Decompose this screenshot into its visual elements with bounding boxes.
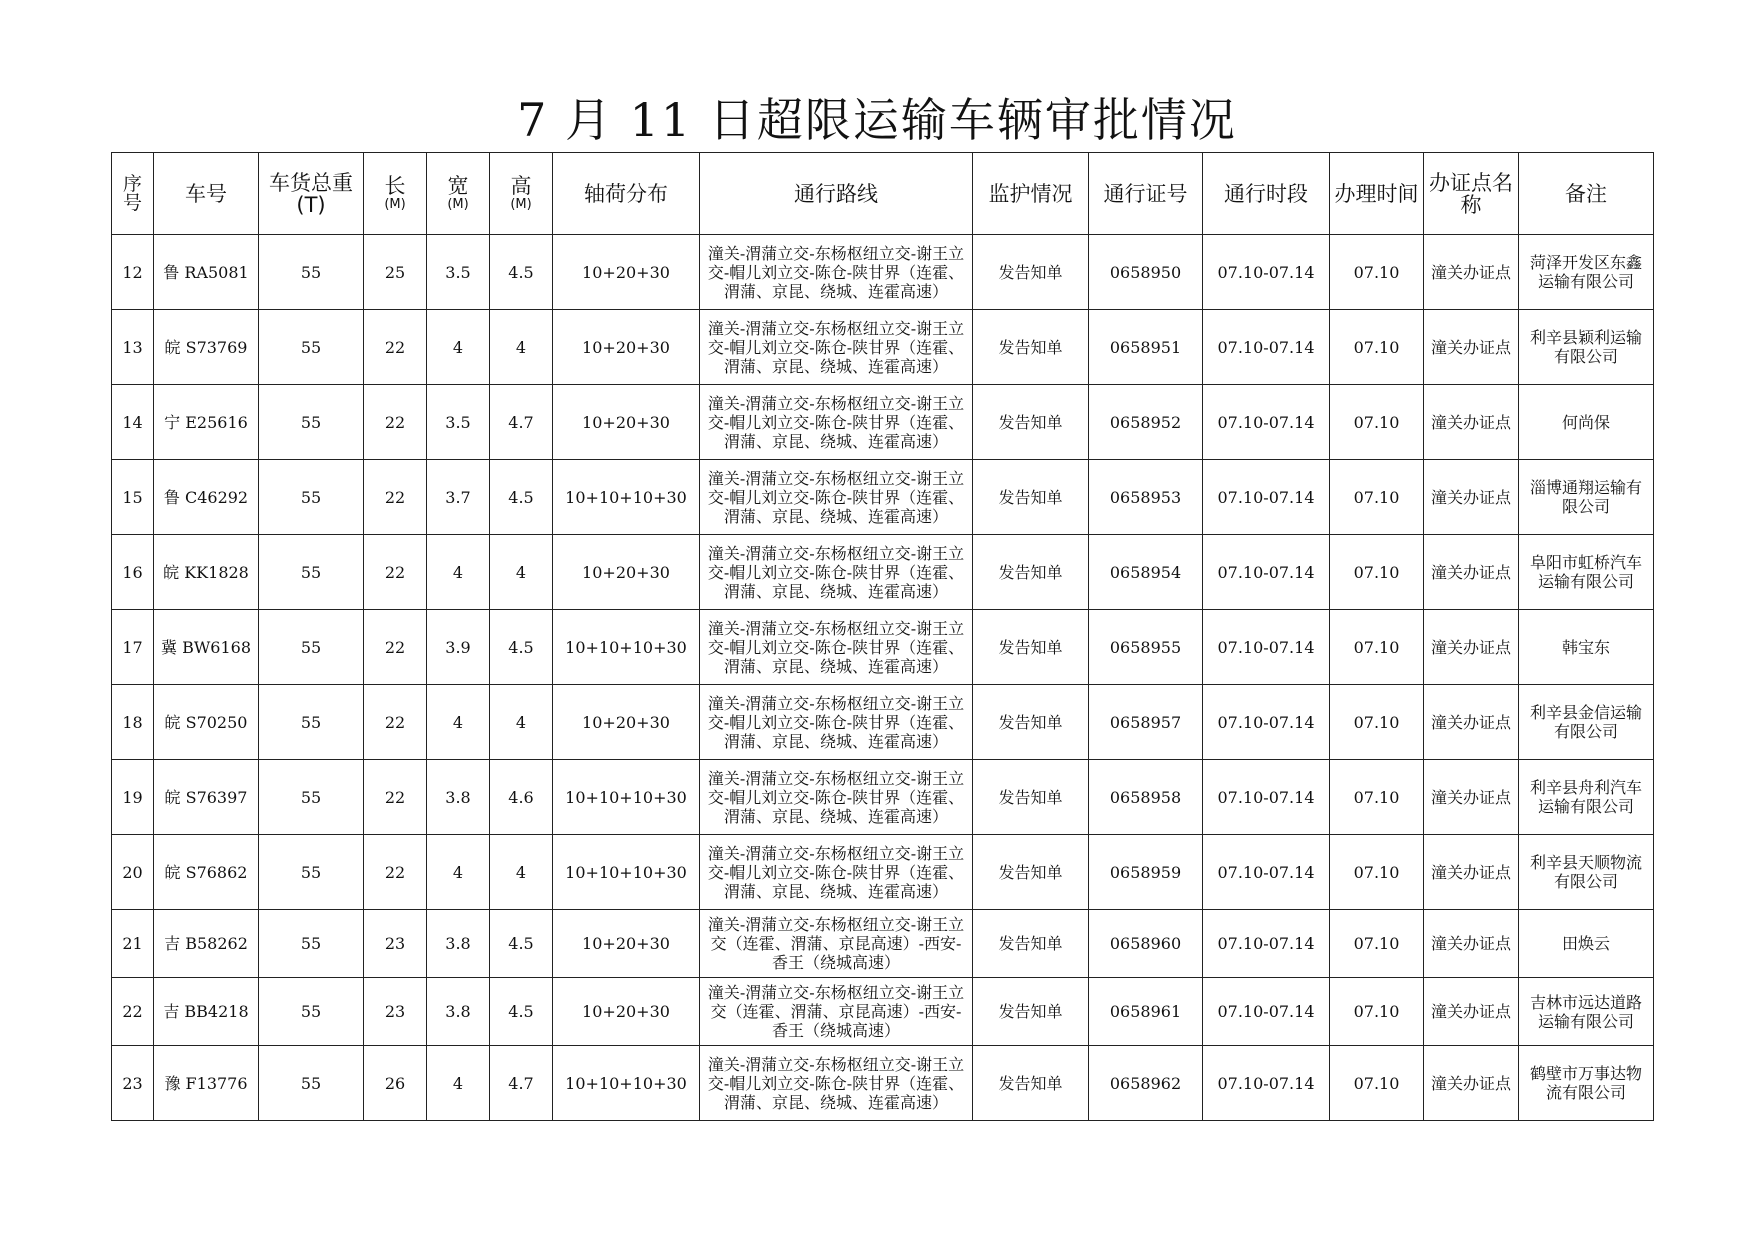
cell-height: 4.5 xyxy=(490,978,553,1046)
header-axle: 轴荷分布 xyxy=(553,153,700,235)
cell-axle: 10+20+30 xyxy=(553,385,700,460)
cell-period: 07.10-07.14 xyxy=(1203,310,1330,385)
cell-plate: 豫 F13776 xyxy=(154,1046,259,1121)
cell-period: 07.10-07.14 xyxy=(1203,1046,1330,1121)
cell-escort: 发告知单 xyxy=(973,910,1089,978)
cell-seq: 20 xyxy=(112,835,154,910)
cell-length: 22 xyxy=(364,460,427,535)
cell-route: 潼关-渭蒲立交-东杨枢纽立交-谢王立交-帽儿刘立交-陈仓-陕甘界（连霍、渭蒲、京昆、绕城、连霍高速） xyxy=(700,310,973,385)
cell-permit: 0658959 xyxy=(1089,835,1203,910)
cell-plate: 吉 B58262 xyxy=(154,910,259,978)
table-row xyxy=(112,535,1654,610)
cell-route: 潼关-渭蒲立交-东杨枢纽立交-谢王立交-帽儿刘立交-陈仓-陕甘界（连霍、渭蒲、京昆、绕城、连霍高速） xyxy=(700,610,973,685)
cell-plate: 皖 S76862 xyxy=(154,835,259,910)
cell-seq: 16 xyxy=(112,535,154,610)
header-width-label: 宽 xyxy=(447,174,469,198)
cell-plate: 皖 S70250 xyxy=(154,685,259,760)
cell-route: 潼关-渭蒲立交-东杨枢纽立交-谢王立交-帽儿刘立交-陈仓-陕甘界（连霍、渭蒲、京昆、绕城、连霍高速） xyxy=(700,685,973,760)
cell-office: 潼关办证点 xyxy=(1424,385,1519,460)
cell-route: 潼关-渭蒲立交-东杨枢纽立交-谢王立交-帽儿刘立交-陈仓-陕甘界（连霍、渭蒲、京昆、绕城、连霍高速） xyxy=(700,385,973,460)
cell-axle: 10+10+10+30 xyxy=(553,760,700,835)
cell-seq: 12 xyxy=(112,235,154,310)
cell-note: 菏泽开发区东鑫运输有限公司 xyxy=(1519,235,1654,310)
cell-permit: 0658957 xyxy=(1089,685,1203,760)
cell-permit: 0658962 xyxy=(1089,1046,1203,1121)
cell-axle: 10+20+30 xyxy=(553,535,700,610)
cell-route: 潼关-渭蒲立交-东杨枢纽立交-谢王立交-帽儿刘立交-陈仓-陕甘界（连霍、渭蒲、京昆、绕城、连霍高速） xyxy=(700,835,973,910)
cell-length: 22 xyxy=(364,385,427,460)
cell-permit: 0658952 xyxy=(1089,385,1203,460)
cell-axle: 10+20+30 xyxy=(553,978,700,1046)
cell-handled: 07.10 xyxy=(1330,535,1424,610)
cell-height: 4.5 xyxy=(490,610,553,685)
cell-handled: 07.10 xyxy=(1330,1046,1424,1121)
table-row xyxy=(112,978,1654,1046)
cell-width: 3.8 xyxy=(427,910,490,978)
cell-axle: 10+10+10+30 xyxy=(553,460,700,535)
cell-escort: 发告知单 xyxy=(973,978,1089,1046)
header-height-unit: (M) xyxy=(510,197,532,212)
cell-weight: 55 xyxy=(259,385,364,460)
table-row xyxy=(112,685,1654,760)
cell-escort: 发告知单 xyxy=(973,760,1089,835)
table-row xyxy=(112,835,1654,910)
cell-seq: 15 xyxy=(112,460,154,535)
cell-weight: 55 xyxy=(259,235,364,310)
cell-plate: 皖 S76397 xyxy=(154,760,259,835)
cell-seq: 23 xyxy=(112,1046,154,1121)
cell-note: 利辛县颖利运输有限公司 xyxy=(1519,310,1654,385)
cell-weight: 55 xyxy=(259,685,364,760)
header-handled: 办理时间 xyxy=(1330,153,1424,235)
cell-height: 4.7 xyxy=(490,385,553,460)
cell-seq: 14 xyxy=(112,385,154,460)
table-row xyxy=(112,1046,1654,1121)
cell-note: 田焕云 xyxy=(1519,910,1654,978)
cell-axle: 10+10+10+30 xyxy=(553,610,700,685)
cell-period: 07.10-07.14 xyxy=(1203,978,1330,1046)
cell-seq: 18 xyxy=(112,685,154,760)
header-length-label: 长 xyxy=(384,174,406,198)
cell-height: 4.5 xyxy=(490,910,553,978)
cell-axle: 10+10+10+30 xyxy=(553,835,700,910)
table-row xyxy=(112,460,1654,535)
cell-height: 4 xyxy=(490,835,553,910)
table-row xyxy=(112,310,1654,385)
cell-seq: 13 xyxy=(112,310,154,385)
cell-width: 3.5 xyxy=(427,235,490,310)
cell-permit: 0658960 xyxy=(1089,910,1203,978)
cell-weight: 55 xyxy=(259,610,364,685)
cell-plate: 吉 BB4218 xyxy=(154,978,259,1046)
header-length xyxy=(364,153,427,235)
cell-height: 4.5 xyxy=(490,460,553,535)
cell-permit: 0658955 xyxy=(1089,610,1203,685)
cell-length: 22 xyxy=(364,610,427,685)
cell-handled: 07.10 xyxy=(1330,610,1424,685)
cell-axle: 10+10+10+30 xyxy=(553,1046,700,1121)
cell-period: 07.10-07.14 xyxy=(1203,235,1330,310)
cell-width: 4 xyxy=(427,835,490,910)
table-row xyxy=(112,760,1654,835)
header-length-unit: (M) xyxy=(384,197,406,212)
cell-length: 23 xyxy=(364,910,427,978)
cell-office: 潼关办证点 xyxy=(1424,835,1519,910)
cell-axle: 10+20+30 xyxy=(553,310,700,385)
cell-width: 4 xyxy=(427,535,490,610)
table-row xyxy=(112,385,1654,460)
cell-seq: 17 xyxy=(112,610,154,685)
cell-weight: 55 xyxy=(259,1046,364,1121)
cell-note: 何尚保 xyxy=(1519,385,1654,460)
cell-route: 潼关-渭蒲立交-东杨枢纽立交-谢王立交（连霍、渭蒲、京昆高速）-西安-香王（绕城高速） xyxy=(700,978,973,1046)
header-escort: 监护情况 xyxy=(973,153,1089,235)
cell-seq: 19 xyxy=(112,760,154,835)
cell-note: 淄博通翔运输有限公司 xyxy=(1519,460,1654,535)
cell-width: 3.7 xyxy=(427,460,490,535)
cell-office: 潼关办证点 xyxy=(1424,460,1519,535)
cell-axle: 10+20+30 xyxy=(553,910,700,978)
cell-width: 4 xyxy=(427,685,490,760)
header-width-unit: (M) xyxy=(447,197,469,212)
cell-office: 潼关办证点 xyxy=(1424,910,1519,978)
cell-height: 4 xyxy=(490,310,553,385)
cell-handled: 07.10 xyxy=(1330,685,1424,760)
cell-length: 26 xyxy=(364,1046,427,1121)
cell-height: 4 xyxy=(490,685,553,760)
cell-height: 4 xyxy=(490,535,553,610)
cell-height: 4.7 xyxy=(490,1046,553,1121)
header-plate: 车号 xyxy=(154,153,259,235)
cell-width: 3.8 xyxy=(427,760,490,835)
cell-note: 利辛县舟利汽车运输有限公司 xyxy=(1519,760,1654,835)
cell-handled: 07.10 xyxy=(1330,235,1424,310)
table-row xyxy=(112,610,1654,685)
cell-note: 利辛县金信运输有限公司 xyxy=(1519,685,1654,760)
cell-handled: 07.10 xyxy=(1330,760,1424,835)
cell-note: 韩宝东 xyxy=(1519,610,1654,685)
cell-handled: 07.10 xyxy=(1330,978,1424,1046)
cell-weight: 55 xyxy=(259,835,364,910)
cell-seq: 21 xyxy=(112,910,154,978)
cell-width: 3.5 xyxy=(427,385,490,460)
cell-route: 潼关-渭蒲立交-东杨枢纽立交-谢王立交-帽儿刘立交-陈仓-陕甘界（连霍、渭蒲、京昆、绕城、连霍高速） xyxy=(700,535,973,610)
cell-length: 22 xyxy=(364,835,427,910)
cell-weight: 55 xyxy=(259,760,364,835)
header-office: 办证点名称 xyxy=(1424,153,1519,235)
cell-weight: 55 xyxy=(259,460,364,535)
cell-note: 鹤壁市万事达物流有限公司 xyxy=(1519,1046,1654,1121)
cell-length: 22 xyxy=(364,535,427,610)
cell-length: 25 xyxy=(364,235,427,310)
cell-plate: 宁 E25616 xyxy=(154,385,259,460)
cell-office: 潼关办证点 xyxy=(1424,235,1519,310)
cell-period: 07.10-07.14 xyxy=(1203,835,1330,910)
cell-office: 潼关办证点 xyxy=(1424,310,1519,385)
cell-period: 07.10-07.14 xyxy=(1203,760,1330,835)
cell-seq: 22 xyxy=(112,978,154,1046)
cell-office: 潼关办证点 xyxy=(1424,978,1519,1046)
cell-period: 07.10-07.14 xyxy=(1203,385,1330,460)
cell-note: 阜阳市虹桥汽车运输有限公司 xyxy=(1519,535,1654,610)
cell-length: 23 xyxy=(364,978,427,1046)
table-row xyxy=(112,235,1654,310)
cell-handled: 07.10 xyxy=(1330,835,1424,910)
table-header-row xyxy=(112,153,1654,235)
header-permit: 通行证号 xyxy=(1089,153,1203,235)
cell-permit: 0658961 xyxy=(1089,978,1203,1046)
cell-period: 07.10-07.14 xyxy=(1203,910,1330,978)
page-title: 7 月 11 日超限运输车辆审批情况 xyxy=(517,93,1237,147)
cell-permit: 0658951 xyxy=(1089,310,1203,385)
cell-office: 潼关办证点 xyxy=(1424,685,1519,760)
cell-period: 07.10-07.14 xyxy=(1203,685,1330,760)
cell-permit: 0658954 xyxy=(1089,535,1203,610)
cell-route: 潼关-渭蒲立交-东杨枢纽立交-谢王立交-帽儿刘立交-陈仓-陕甘界（连霍、渭蒲、京昆、绕城、连霍高速） xyxy=(700,1046,973,1121)
cell-period: 07.10-07.14 xyxy=(1203,460,1330,535)
cell-escort: 发告知单 xyxy=(973,460,1089,535)
cell-length: 22 xyxy=(364,310,427,385)
cell-weight: 55 xyxy=(259,910,364,978)
cell-period: 07.10-07.14 xyxy=(1203,610,1330,685)
cell-route: 潼关-渭蒲立交-东杨枢纽立交-谢王立交-帽儿刘立交-陈仓-陕甘界（连霍、渭蒲、京昆、绕城、连霍高速） xyxy=(700,760,973,835)
cell-plate: 皖 KK1828 xyxy=(154,535,259,610)
cell-escort: 发告知单 xyxy=(973,535,1089,610)
cell-escort: 发告知单 xyxy=(973,385,1089,460)
cell-width: 3.8 xyxy=(427,978,490,1046)
cell-office: 潼关办证点 xyxy=(1424,1046,1519,1121)
header-seq: 序号 xyxy=(112,153,154,235)
header-period: 通行时段 xyxy=(1203,153,1330,235)
cell-office: 潼关办证点 xyxy=(1424,760,1519,835)
cell-escort: 发告知单 xyxy=(973,610,1089,685)
cell-permit: 0658958 xyxy=(1089,760,1203,835)
header-width xyxy=(427,153,490,235)
cell-width: 3.9 xyxy=(427,610,490,685)
header-note: 备注 xyxy=(1519,153,1654,235)
cell-escort: 发告知单 xyxy=(973,685,1089,760)
cell-plate: 鲁 RA5081 xyxy=(154,235,259,310)
cell-length: 22 xyxy=(364,685,427,760)
cell-handled: 07.10 xyxy=(1330,460,1424,535)
cell-period: 07.10-07.14 xyxy=(1203,535,1330,610)
cell-weight: 55 xyxy=(259,978,364,1046)
header-route: 通行路线 xyxy=(700,153,973,235)
cell-escort: 发告知单 xyxy=(973,1046,1089,1121)
cell-plate: 鲁 C46292 xyxy=(154,460,259,535)
header-height xyxy=(490,153,553,235)
cell-escort: 发告知单 xyxy=(973,310,1089,385)
cell-width: 4 xyxy=(427,1046,490,1121)
cell-route: 潼关-渭蒲立交-东杨枢纽立交-谢王立交（连霍、渭蒲、京昆高速）-西安-香王（绕城高速） xyxy=(700,910,973,978)
cell-permit: 0658953 xyxy=(1089,460,1203,535)
cell-height: 4.6 xyxy=(490,760,553,835)
cell-permit: 0658950 xyxy=(1089,235,1203,310)
cell-office: 潼关办证点 xyxy=(1424,610,1519,685)
approval-table xyxy=(111,152,1654,1121)
cell-weight: 55 xyxy=(259,535,364,610)
cell-axle: 10+20+30 xyxy=(553,235,700,310)
cell-length: 22 xyxy=(364,760,427,835)
cell-handled: 07.10 xyxy=(1330,385,1424,460)
cell-handled: 07.10 xyxy=(1330,910,1424,978)
cell-weight: 55 xyxy=(259,310,364,385)
cell-escort: 发告知单 xyxy=(973,235,1089,310)
cell-width: 4 xyxy=(427,310,490,385)
header-height-label: 高 xyxy=(510,174,532,198)
cell-axle: 10+20+30 xyxy=(553,685,700,760)
cell-office: 潼关办证点 xyxy=(1424,535,1519,610)
cell-handled: 07.10 xyxy=(1330,310,1424,385)
cell-route: 潼关-渭蒲立交-东杨枢纽立交-谢王立交-帽儿刘立交-陈仓-陕甘界（连霍、渭蒲、京昆、绕城、连霍高速） xyxy=(700,235,973,310)
cell-note: 利辛县天顺物流有限公司 xyxy=(1519,835,1654,910)
header-weight: 车货总重(T) xyxy=(259,153,364,235)
cell-escort: 发告知单 xyxy=(973,835,1089,910)
cell-note: 吉林市远达道路运输有限公司 xyxy=(1519,978,1654,1046)
cell-height: 4.5 xyxy=(490,235,553,310)
cell-plate: 冀 BW6168 xyxy=(154,610,259,685)
cell-route: 潼关-渭蒲立交-东杨枢纽立交-谢王立交-帽儿刘立交-陈仓-陕甘界（连霍、渭蒲、京昆、绕城、连霍高速） xyxy=(700,460,973,535)
table-row xyxy=(112,910,1654,978)
cell-plate: 皖 S73769 xyxy=(154,310,259,385)
